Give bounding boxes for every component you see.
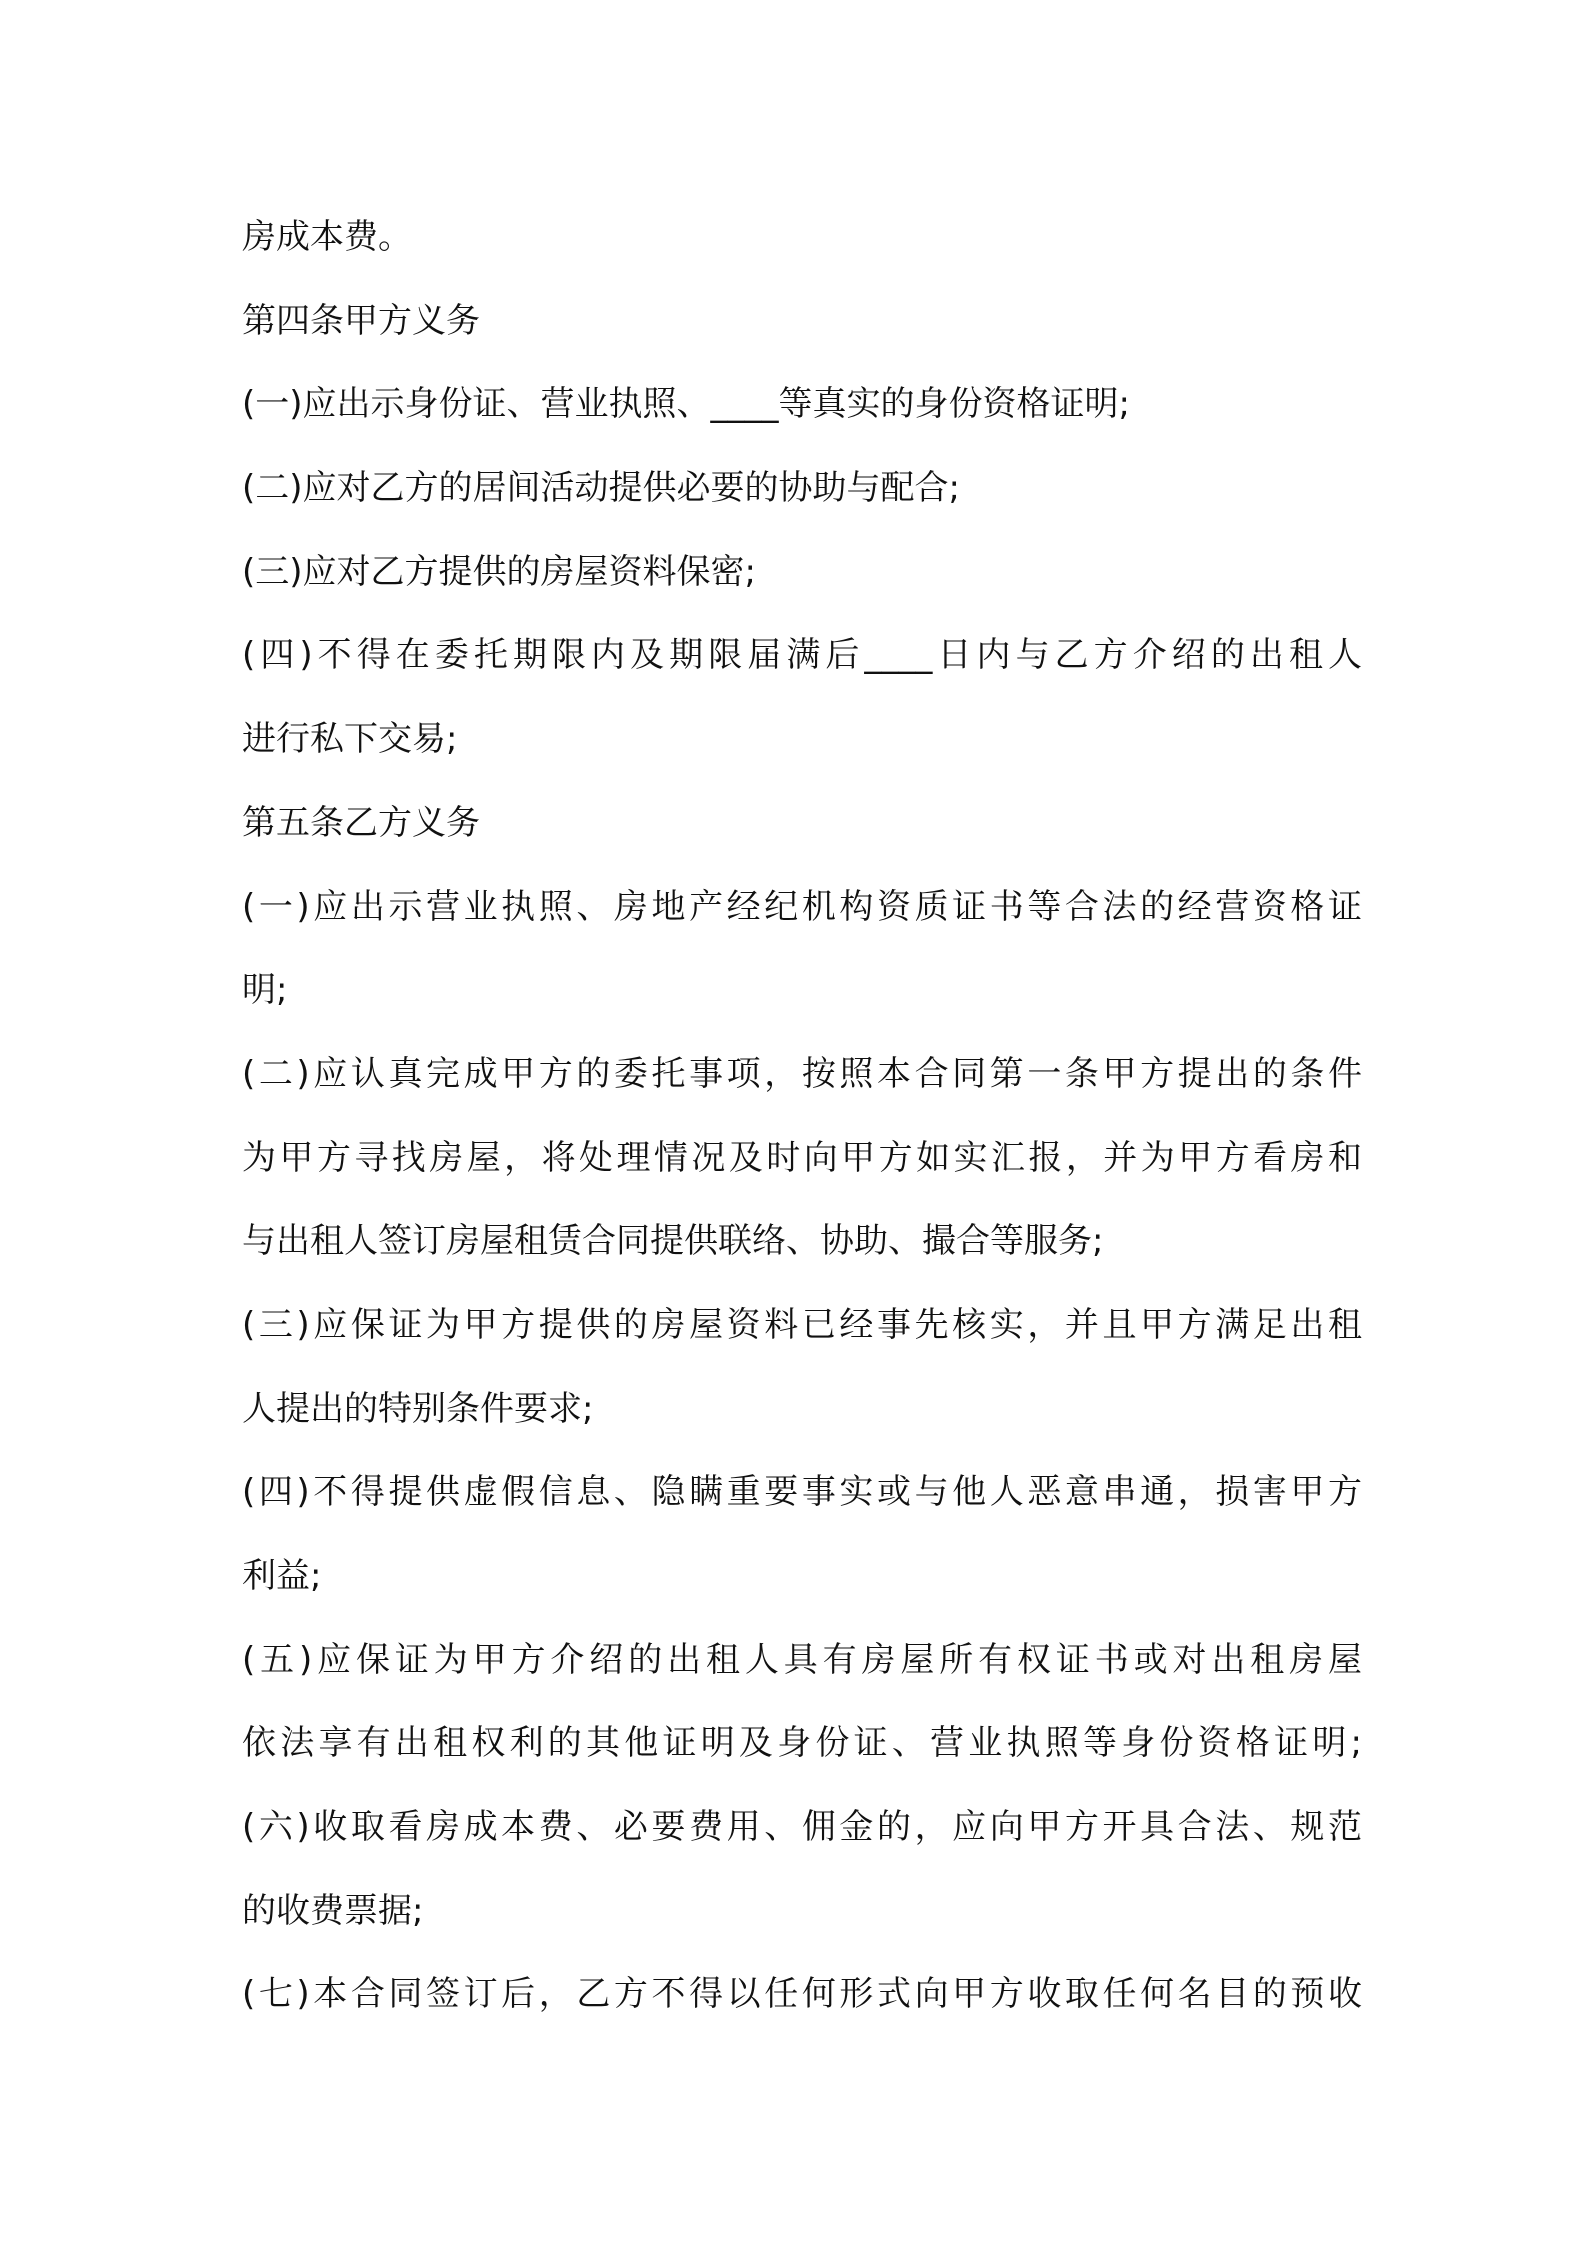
text-line: (三)应保证为甲方提供的房屋资料已经事先核实，并且甲方满足出租 — [242, 1304, 1362, 1345]
text-line: 房成本费。 — [242, 217, 412, 257]
text-line: 明; — [242, 970, 288, 1011]
text-line: 为甲方寻找房屋，将处理情况及时向甲方如实汇报，并为甲方看房和 — [242, 1137, 1362, 1178]
text-line: (一)应出示营业执照、房地产经纪机构资质证书等合法的经营资格证 — [242, 886, 1362, 927]
text-line: 的收费票据; — [242, 1890, 424, 1931]
text-line: 人提出的特别条件要求; — [242, 1388, 594, 1429]
text-line: (三)应对乙方提供的房屋资料保密; — [242, 551, 756, 592]
text-line: (二)应对乙方的居间活动提供必要的协助与配合; — [242, 468, 960, 509]
text-line: (七)本合同签订后，乙方不得以任何形式向甲方收取任何名目的预收 — [242, 1974, 1362, 2015]
text-line: (六)收取看房成本费、必要费用、佣金的，应向甲方开具合法、规范 — [242, 1807, 1362, 1848]
text-line: 利益; — [242, 1556, 322, 1596]
text-line: (四)不得提供虚假信息、隐瞒重要事实或与他人恶意串通，损害甲方 — [242, 1472, 1362, 1513]
section-heading-article-4: 第四条甲方义务 — [242, 300, 480, 341]
document-body — [242, 196, 1362, 2037]
text-line: (一)应出示身份证、营业执照、____等真实的身份资格证明; — [242, 384, 1130, 425]
text-line: 进行私下交易; — [242, 719, 458, 760]
section-heading-article-5: 第五条乙方义务 — [242, 802, 480, 843]
text-line: (二)应认真完成甲方的委托事项，按照本合同第一条甲方提出的条件 — [242, 1053, 1362, 1094]
text-line: (四)不得在委托期限内及期限届满后____日内与乙方介绍的出租人 — [242, 635, 1362, 676]
text-line: 依法享有出租权利的其他证明及身份证、营业执照等身份资格证明; — [242, 1723, 1362, 1764]
text-line: 与出租人签订房屋租赁合同提供联络、协助、撮合等服务; — [242, 1221, 1104, 1262]
text-line: (五)应保证为甲方介绍的出租人具有房屋所有权证书或对出租房屋 — [242, 1639, 1362, 1680]
